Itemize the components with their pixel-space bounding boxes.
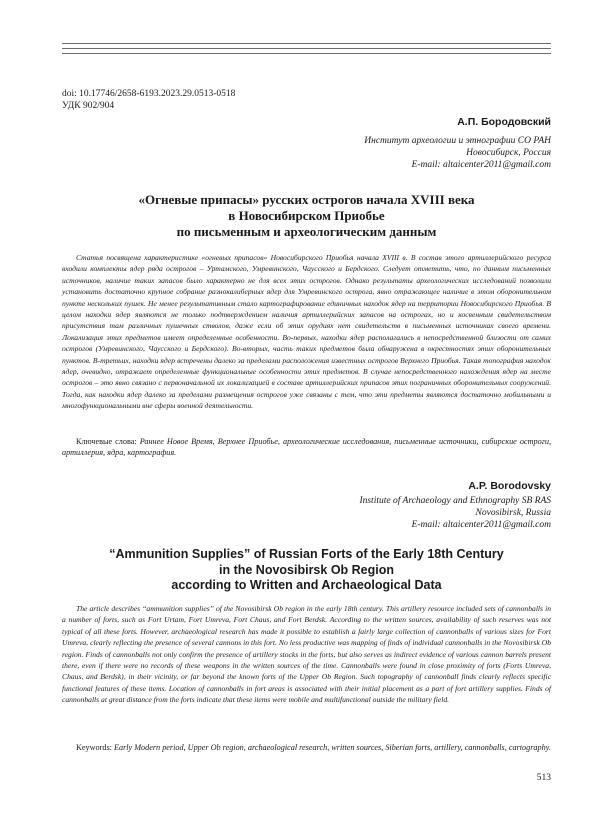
abstract-ru: Статья посвящена характеристике «огневых припасов» Новосибирского Приобья начала XVIII в. В состав этого артиллерийского ресурса входили комплекты ядер ряда острогов – Уртамского, Умревинского, Чаусского и Бердского. Следует отметить, что, по данным письменных источников, наличие таких запасов было характерно не для всех этих острогов. Однако результаты археологических исследований позволили установить достаточно крупное собрание разнокалиберных ядер для Умревинского острога, явно отражающее наличие в этом оборонительном пункте нескольких пушек. Не менее результативным стало картографирование единичных находок ядер на территории Новосибирского Приобья. В целом находки ядер являются не только подтверждением наличия артиллерийских запасов на острогах, но и косвенным свидетельством присутствия там различных пушечных стволов, даже если об этих орудиях нет свидетельств в письменных источниках своего времени. Локализация этих предметов имеет определенные особенности. Во-первых, находки ядер располагались в непосредственной близости от самих острогов (Умревинского, Чаусского и Бердского). Во-вторых, часть таких предметов была обнаружена в окрестностях этих оборонительных пунктов. В-третьих, находки ядер встречены далеко за пределами расположения известных острогов Верхнего Приобья. Такая топография находок ядер, очевидно, отражает определенные функциональные особенности этих предметов. В случае непосредственного нахождения ядер на месте острогов – это явно связано с первоначальной их локализацией в составе артиллерийских припасов этих пограничных оборонительных сооружений. Тогда, как находки ядер далеко за пределами размещения острогов уже связаны с тем, что эти предметы являются достаточно мобильными и многофункциональными вне сферы военной деятельности. [62,253,551,411]
affiliation-ru-city: Новосибирск, Россия [466,148,551,158]
abstract-en: The article describes “ammunition supplies” of the Novosibirsk Ob region in the early 18th century. This artillery resource included sets of cannonballs in a number of forts, such as Fort Urtam, Fort Umreva, Fort Chaus, and Fort Berdsk. According to the written sources, availability of such reserves was not typical of all these forts. However, archaeological research has made it possible to establish a fairly large collection of cannonballs of various sizes for Fort Umreva, clearly reflecting the presence of several cannons in this fort. No less productive was mapping of finds of individual cannonballs in the Novosibirsk Ob region. Finds of cannonballs not only confirm the presence of artillery stocks in the forts, but also serves as indirect evidence of various cannon barrels present there, even if there were no records of these weapons in the written sources of the time. Cannonballs were found in close proximity of forts (Forts Umreva, Chaus, and Berdsk), in their vicinity, or far beyond the known forts of the Upper Ob Region. Such topography of cannonball finds clearly reflects specific functional features of these items. Location of cannonballs in fort areas is associated with their initial placement as a part of fort artillery supplies. Finds of cannonballs at great distance from the forts indicate that these items were mobile and multifunctional outside the military field. [62,604,551,705]
author-en: A.P. Borodovsky [468,480,551,492]
title-en [62,547,551,594]
article-meta [62,88,235,112]
keywords-en-text: Early Modern period, Upper Ob region, archaeological research, written sources, Siberian forts, artillery, cannonballs, cartography. [113,743,551,752]
keywords-ru-text: Раннее Новое Время, Верхнее Приобье, археологические исследования, письменные источники, сибирские остроги, артиллерия, ядра, картография. [62,437,552,458]
keywords-ru-label: Ключевые слова: [76,437,137,446]
doi[interactable]: doi: 10.17746/2658-6193.2023.29.0513-0518 [62,89,236,99]
affiliation-en-institute: Institute of Archaeology and Ethnography SB RAS [359,496,551,506]
udk: УДК 902/904 [62,101,115,111]
title-ru-line-3: по письменным и археологическим данным [176,224,437,239]
title-en-line-2: in the Novosibirsk Ob Region [218,562,395,577]
keywords-en-label: Keywords: [76,743,112,752]
title-ru [62,192,551,240]
author-ru: А.П. Бородовский [457,116,551,128]
title-ru-line-2: в Новосибирском Приобье [228,208,385,223]
header-rule-2 [62,48,551,49]
header-rule-1 [62,43,551,44]
page-number: 513 [536,773,551,783]
affiliation-ru-institute: Институт археологии и этнографии СО РАН [364,136,551,146]
title-en-line-1: “Ammunition Supplies” of Russian Forts of the Early 18th Century [109,547,504,561]
keywords-ru [62,436,551,459]
header-rule-3 [62,53,551,54]
affiliation-en-city: Novosibirsk, Russia [475,508,551,518]
affiliation-ru-email[interactable]: E-mail: altaicenter2011@gmail.com [411,160,551,170]
affiliation-en [359,495,551,531]
title-en-line-3: according to Written and Archaeological Data [171,578,442,592]
title-ru-line-1: «Огневые припасы» русских острогов начала XVIII века [138,192,475,207]
affiliation-ru [364,135,551,171]
affiliation-en-email[interactable]: E-mail: altaicenter2011@gmail.com [411,520,551,530]
keywords-en [62,742,551,753]
